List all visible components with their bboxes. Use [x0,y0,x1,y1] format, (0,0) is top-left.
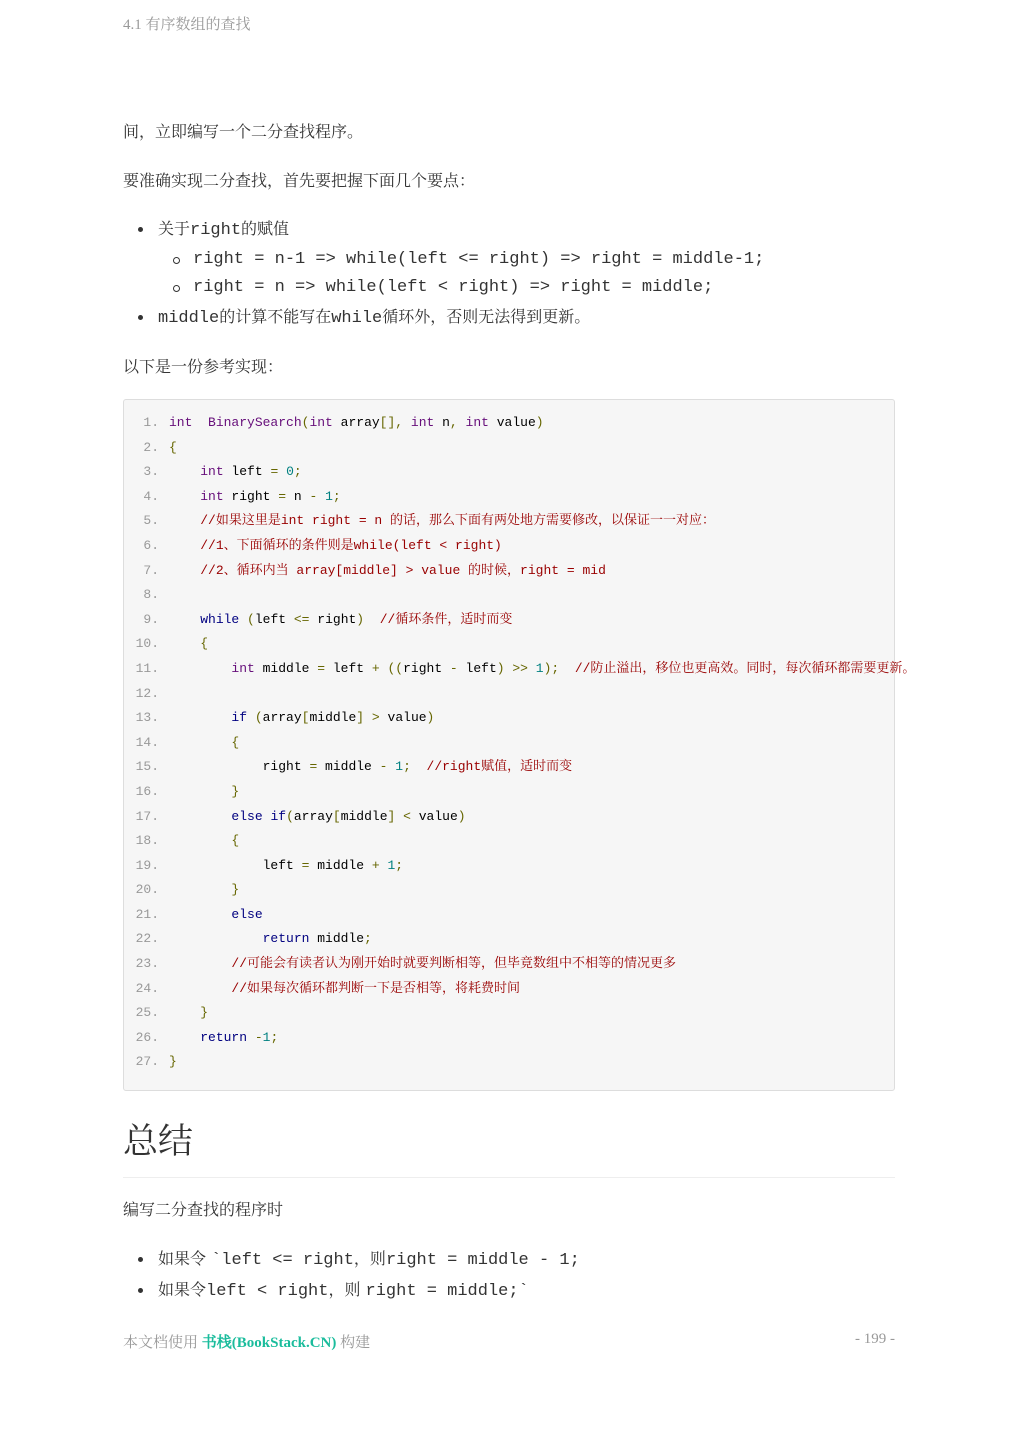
line-number: 13. [135,710,159,726]
code-token: array [332,415,380,430]
code-line [124,632,894,657]
code-token [364,710,372,725]
code-token: } [231,783,240,799]
code-token: //如果这里是int right = n 的话，那么下面有两处地方需要修改，以保证一一对应： [200,513,716,529]
code-token [169,612,200,627]
code-token: - [254,1029,263,1045]
line-number: 4. [143,488,159,504]
bookstack-link[interactable]: 书栈(BookStack.CN) [201,1335,337,1351]
key-points-list [123,215,895,333]
point-2-code-1: middle [158,308,220,328]
code-token [278,464,286,479]
list-item: right = n-1 => while(left <= right) => right = middle-1; [158,246,895,275]
code-token: left [223,464,271,480]
code-token [458,415,466,430]
code-token: ) [496,660,505,676]
code-token [169,538,200,553]
sub-list [158,246,895,303]
code-token: right [223,488,279,504]
code-line [124,682,894,707]
footer-suffix: 构建 [336,1335,371,1351]
code-token: int [465,415,489,430]
code-token [169,661,231,676]
code-line [124,854,894,879]
line-number: 10. [135,636,159,652]
intro-line-2: 要准确实现二分查找，首先要把握下面几个要点： [123,171,476,190]
code-token: + [371,660,380,676]
code-token: { [231,833,240,849]
code-token: left [254,611,294,627]
summary-1-code: `left <= right [211,1251,354,1270]
code-line [124,1001,894,1026]
code-token: array [293,808,333,824]
code-block [123,399,916,1091]
code-token [169,931,263,946]
point-2-text-1: 的计算不能写在 [219,306,332,326]
code-token [247,1030,255,1045]
code-token [169,464,200,479]
code-token: [], [379,415,404,430]
code-token: middle [317,759,380,775]
code-token [247,710,255,725]
running-header: 4.1 有序数组的查找 [123,17,251,33]
code-token: ( [254,710,263,726]
code-line [124,1050,894,1075]
code-line [124,657,916,682]
code-token: + [371,857,380,873]
body-content [123,118,895,381]
code-line [124,436,894,461]
code-token: ) [457,808,466,824]
code-lines [124,411,916,1075]
code-token: if [270,808,287,824]
summary-2-code-2: right = middle;` [365,1281,529,1301]
line-number: 20. [135,882,159,898]
code-token: ( [247,611,255,627]
code-token [169,489,200,504]
line-number: 8. [143,587,159,603]
code-token: 1 [387,857,396,873]
list-item [123,215,895,303]
point-1-suffix: 的赋值 [241,219,290,238]
code-line [124,903,894,928]
code-token [169,1005,200,1020]
code-line [124,780,894,805]
code-token [169,809,231,824]
code-token: BinarySearch [208,415,302,430]
code-token: <= [293,611,310,627]
code-token: - [309,488,318,504]
code-token: = [278,488,287,504]
line-number: 23. [135,956,159,972]
code-token: { [169,439,177,455]
code-line [124,805,894,830]
code-token: int [169,415,193,430]
line-number: 25. [135,1005,159,1021]
code-token: int [231,660,255,676]
code-token: if [231,710,248,726]
code-line [124,706,894,731]
code-token: //1、下面循环的条件则是while(left < right) [200,537,502,553]
code-token: middle [309,931,365,947]
code-token: } [169,1054,177,1070]
code-line [124,460,894,485]
code-token: 0 [286,464,294,480]
reference-label: 以下是一份参考实现： [123,357,284,376]
point-2-code-2: while [331,308,383,328]
page-footer [123,1331,895,1352]
code-token: middle [254,660,318,676]
line-number: 14. [135,734,159,750]
code-token: n [286,488,310,504]
code-token: middle [309,710,357,726]
code-token: = [317,660,326,676]
line-number: 18. [135,833,159,849]
code-token: int [309,415,333,430]
code-token: value [488,415,536,430]
code-line [124,731,894,756]
code-token: middle [309,857,372,873]
code-line [124,952,894,977]
code-token [169,784,231,799]
code-line [124,1026,894,1051]
code-token [169,956,231,971]
code-token: { [200,636,209,652]
code-token: [ [332,808,341,824]
code-token: } [200,1005,209,1021]
line-number: 22. [135,931,159,947]
line-number: 7. [143,562,159,578]
code-token: right [309,611,357,627]
line-number: 2. [143,439,159,455]
line-number: 3. [143,464,159,480]
line-number: 27. [135,1054,159,1070]
code-token: int [200,464,224,480]
code-token: ; [403,759,411,775]
point-2-text-2: 循环外，否则无法得到更新。 [382,306,591,326]
page-number: - 199 - [855,1331,895,1347]
code-token: - [449,660,458,676]
code-token: return [262,931,310,947]
code-token: int [200,488,224,504]
code-token: >> [512,660,528,676]
code-token: else [231,808,263,824]
code-token: right [169,759,310,775]
code-token: //如果每次循环都判断一下是否相等，将耗费时间 [231,980,521,996]
code-token: , [449,415,458,430]
code-token [169,563,200,578]
line-number: 26. [135,1029,159,1045]
line-number: 19. [135,857,159,873]
summary-2-code: left < right [206,1281,329,1301]
list-item: right = n => while(left < right) => right = middle; [158,274,895,303]
code-token [403,415,411,430]
code-line [124,878,894,903]
code-token: ) [356,611,365,627]
code-token: > [371,710,380,726]
code-token [192,415,208,430]
line-number: 5. [143,513,159,529]
code-token: int [410,415,435,430]
point-1-code: right [190,221,242,240]
list-item [123,1245,895,1276]
code-token: while [200,611,240,627]
summary-intro: 编写二分查找的程序时 [123,1200,284,1219]
code-token: ] [387,808,396,824]
code-token [169,907,231,922]
summary-2-text-2: ，则 [328,1279,366,1299]
code-line [124,829,894,854]
code-token: //防止溢出，移位也更高效。同时，每次循环都需要更新。 [574,660,916,676]
code-token: ( [301,415,310,430]
code-line [124,534,894,559]
code-line [124,509,894,534]
line-number: 21. [135,906,159,922]
code-token: { [231,734,240,750]
code-line [124,977,894,1002]
code-line [124,485,894,510]
code-token: ; [293,464,302,480]
code-token [169,1030,200,1045]
code-token: = [309,759,318,775]
intro-line-1: 间，立即编写一个二分查找程序。 [123,122,364,141]
line-number: 24. [135,980,159,996]
code-token: //可能会有读者认为刚开始时就要判断相等，但毕竟数组中不相等的情况更多 [231,956,677,972]
line-number: 12. [135,685,159,701]
code-token: ] [356,710,365,726]
code-token: left [169,857,302,873]
code-token: ; [332,488,341,504]
code-token: - [379,759,388,775]
code-token: value [379,710,427,726]
summary-1-code-2: right = middle - 1; [385,1251,580,1270]
point-1-prefix: 关于 [158,219,191,238]
code-token [169,636,200,651]
code-token: } [231,882,240,898]
code-token: < [403,808,411,824]
line-number: 9. [143,611,159,627]
code-token [395,809,403,824]
line-number: 1. [143,415,159,430]
line-number: 15. [135,759,159,775]
code-token: ); [543,660,560,676]
code-token [559,661,575,676]
code-token: [ [301,710,310,726]
code-token: //循环条件，适时而变 [379,611,513,627]
code-line [124,755,894,780]
code-token: left [457,660,497,676]
footer-prefix: 本文档使用 [123,1335,202,1351]
code-token [169,735,231,750]
code-token: = [301,857,310,873]
code-token: middle [340,808,388,824]
code-line [124,559,894,584]
code-token: n [434,415,450,430]
line-number: 17. [135,808,159,824]
code-token [528,661,536,676]
code-token [239,612,247,627]
code-token: ; [395,857,404,873]
line-number: 11. [135,660,159,676]
code-token: return [200,1029,248,1045]
code-token: 1 [325,488,333,504]
code-token: ( [286,808,294,824]
code-token [169,833,231,848]
summary-2-text: 如果令 [158,1279,207,1299]
code-token: right [403,660,450,676]
line-number: 6. [143,537,159,553]
code-token: = [270,464,279,480]
code-line [124,583,894,608]
code-token [317,489,325,504]
list-item [123,303,895,334]
code-token [380,661,388,676]
code-token [169,710,231,725]
code-token: //2、循环内当 array[middle] > value 的时候，right = mid [200,562,606,578]
code-token: 1 [262,1029,271,1045]
code-token [169,882,231,897]
code-token [411,759,427,774]
code-token [169,981,231,996]
code-token: ; [270,1029,279,1045]
line-number: 16. [135,783,159,799]
code-token: ) [535,415,544,430]
code-line [124,411,894,436]
code-token: 1 [395,759,404,775]
code-line [124,608,894,633]
summary-1-text-2: ，则 [353,1249,386,1268]
code-token: (( [387,660,404,676]
summary-list [123,1245,895,1306]
code-token: ) [426,710,435,726]
code-token: 1 [535,660,544,676]
code-token: ; [364,931,372,947]
code-token [169,513,200,528]
code-token: else [231,906,263,922]
code-token [364,612,380,627]
list-item [123,1276,895,1307]
code-token: //right赋值，适时而变 [426,759,573,775]
code-line [124,927,894,952]
section-heading: 总结 [123,1119,895,1178]
summary-1-text: 如果令 [158,1249,212,1268]
code-token: array [262,710,302,726]
code-token: value [410,808,458,824]
code-token: left [325,660,372,676]
